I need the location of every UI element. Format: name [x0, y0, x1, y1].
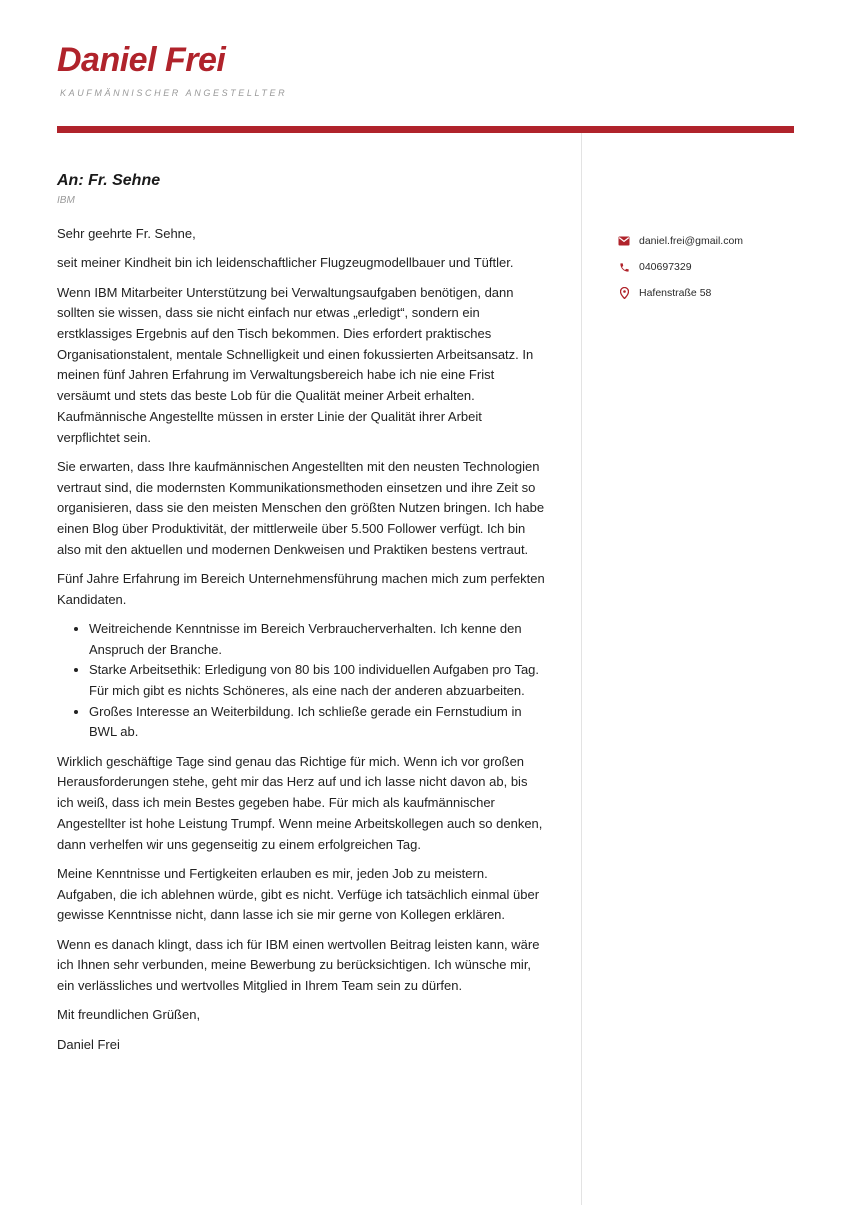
header-accent-bar [57, 126, 794, 133]
letter-paragraph: Sie erwarten, dass Ihre kaufmännischen Angestellten mit den neusten Technologien vertraut sind, die modernsten Kommunikationsmethoden einsetzen und ihre Zeit so organisieren, dass sie den meisten Menschen den größten Nutzen bringen. Ich habe einen Blog über Produktivität, der mittlerweile über 5.500 Follower verfügt. Ich bin also mit den aktuellen und modernen Denkweisen und Praktiken bestens vertraut. [57, 458, 545, 557]
envelope-icon [618, 235, 630, 247]
contact-address [618, 280, 798, 306]
email-text: daniel.frei@gmail.com [639, 235, 744, 247]
contact-phone[interactable] [618, 254, 798, 280]
contact-sidebar [618, 228, 798, 306]
map-pin-icon [618, 287, 630, 299]
letter-paragraph: Fünf Jahre Erfahrung im Bereich Unternehmensführung machen mich zum perfekten Kandidaten. [57, 570, 545, 607]
letter-body [57, 224, 547, 1055]
letter-paragraph: Meine Kenntnisse und Fertigkeiten erlauben es mir, jeden Job zu meistern. Aufgaben, die ich ablehnen würde, gibt es nicht. Verfüge ich tatsächlich einmal über gewisse Kenntnisse nicht, dann lasse ich sie mir gerne von Kollegen erklären. [57, 865, 540, 923]
recipient-line: An: Fr. Sehne [57, 172, 161, 189]
letter-signature: Daniel Frei [57, 1036, 120, 1052]
letter-paragraph: seit meiner Kindheit bin ich leidenschaftlicher Flugzeugmodellbauer und Tüftler. [57, 255, 514, 271]
letter-paragraph: Wenn IBM Mitarbeiter Unterstützung bei Verwaltungsaufgaben benötigen, dann sollten sie wissen, dass sie nicht einfach nur etwas „erledigt“, sondern ein erstklassiges Ergebnis auf den Tisch bekommen. Dies erfordert praktisches Organisationstalent, mentale Schnelligkeit und einen fokussierten Arbeitsansatz. In meinen fünf Jahren Erfahrung im Verwaltungsbereich habe ich nie eine Frist versäumt und stets das beste Lob für die Qualität meiner Arbeit erhalten. Kaufmännische Angestellte müssen in erster Linie der Qualität ihrer Arbeit verpflichtet sein. [57, 284, 534, 445]
recipient-company: IBM [57, 195, 75, 206]
column-divider [581, 133, 582, 1205]
letter-salutation: Sehr geehrte Fr. Sehne, [57, 226, 196, 241]
letter-closing: Mit freundlichen Grüßen, [57, 1007, 201, 1023]
qualification-list [57, 619, 547, 743]
list-item: • Starke Arbeitsethik: Erledigung von 80 bis 100 individuellen Aufgaben pro Tag. Für mich gibt es nichts Schöneres, als eine nach der anderen abzuarbeiten. [89, 660, 547, 701]
address-text: Hafenstraße 58 [639, 287, 712, 299]
phone-icon [618, 261, 630, 273]
letter-paragraph: Wenn es danach klingt, dass ich für IBM einen wertvollen Beitrag leisten kann, wäre ich Ihnen sehr verbunden, meine Bewerbung zu berücksichtigen. Ich wünsche mir, ein verlässliches und wertvolles Mitglied in Ihrem Team sein zu dürfen. [57, 936, 540, 993]
letter-paragraph: Wirklich geschäftige Tage sind genau das Richtige für mich. Wenn ich vor großen Herausforderungen stehe, geht mir das Herz auf und ich lasse nicht davon ab, bis ich weiß, dass ich mein Bestes gegeben habe. Für mich als kaufmännischer Angestellter ist hohe Leistung Trumpf. Wenn meine Arbeitskollegen auch so denken, dann verhelfen wir uns gegenseitig zu einem erfolgreichen Tag. [57, 753, 543, 852]
list-item: • Großes Interesse an Weiterbildung. Ich schließe gerade ein Fernstudium in BWL ab. [89, 702, 547, 743]
contact-email[interactable] [618, 228, 798, 254]
list-item: • Weitreichende Kenntnisse im Bereich Verbraucherverhalten. Ich kenne den Anspruch der Branche. [89, 619, 547, 660]
applicant-name: Daniel Frei [57, 41, 226, 79]
phone-text: 040697329 [639, 261, 692, 273]
letter-main-column [57, 170, 547, 1064]
job-title: KAUFMÄNNISCHER ANGESTELLTER [60, 88, 288, 98]
